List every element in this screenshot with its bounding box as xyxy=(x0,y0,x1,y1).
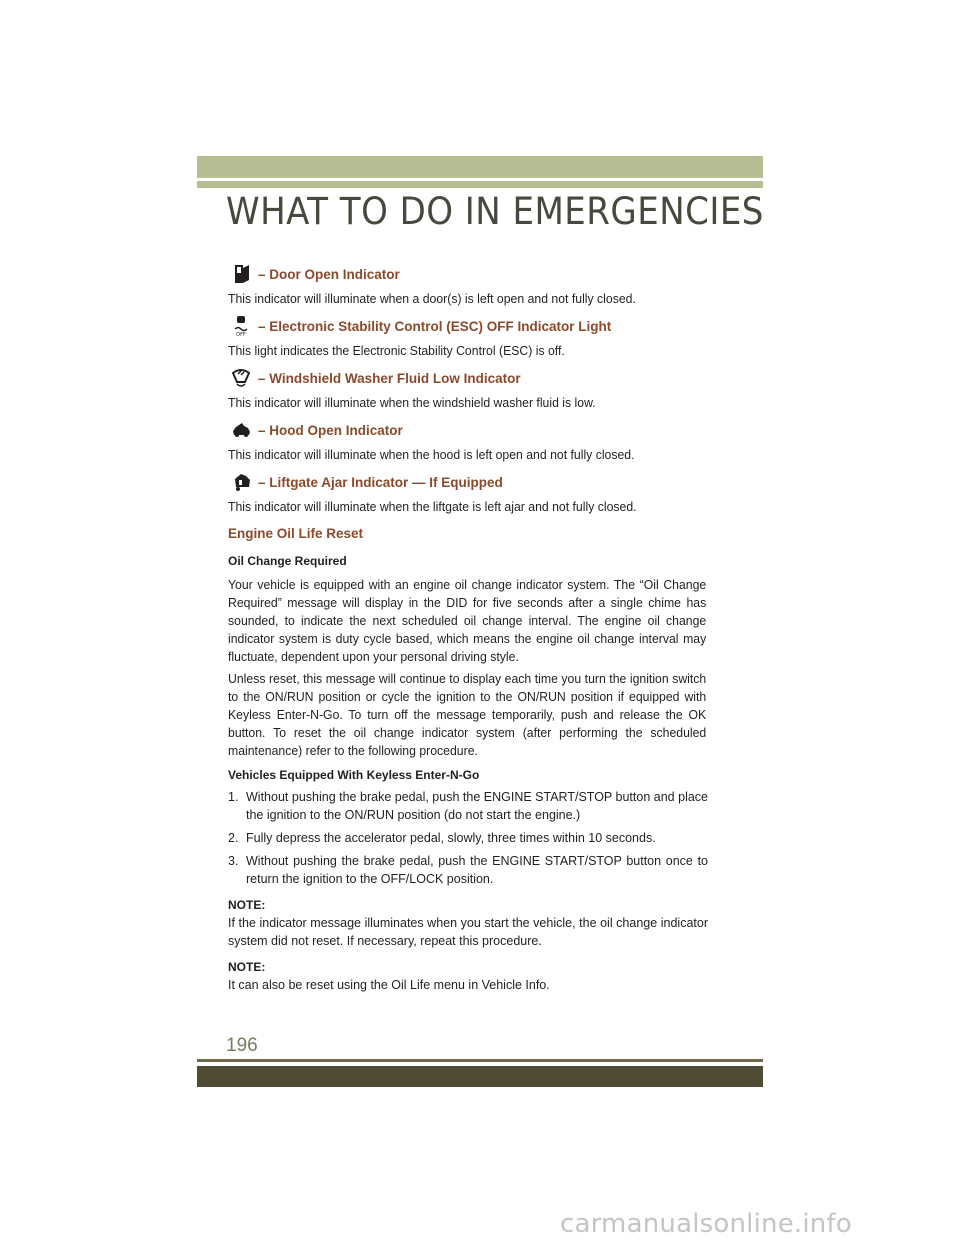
step-text: Without pushing the brake pedal, push the ENGINE START/STOP button once to return the ignition to the OFF/LOCK position. xyxy=(246,854,708,886)
subheading: Oil Change Required xyxy=(228,554,347,568)
indicator-title: – Liftgate Ajar Indicator — If Equipped xyxy=(258,474,503,490)
footer-rule xyxy=(197,1059,763,1062)
indicator-description: This indicator will illuminate when the windshield washer fluid is low. xyxy=(228,396,596,410)
step-text: Fully depress the accelerator pedal, slowly, three times within 10 seconds. xyxy=(246,831,656,845)
step-text: Without pushing the brake pedal, push the ENGINE START/STOP button and place the ignition to the ON/RUN position (do not start the engine.) xyxy=(246,790,708,822)
esc-off-icon xyxy=(228,315,254,337)
section-heading: Engine Oil Life Reset xyxy=(228,526,364,541)
procedure-steps xyxy=(228,788,708,888)
indicator-heading-door-open xyxy=(228,262,708,286)
esc-off-icon-text: OFF xyxy=(236,332,246,337)
page-content xyxy=(228,262,708,994)
list-item xyxy=(228,788,708,824)
indicator-title: – Hood Open Indicator xyxy=(258,422,403,438)
note-label: NOTE: xyxy=(228,898,266,912)
washer-fluid-icon xyxy=(228,367,254,389)
step-number: 3. xyxy=(228,854,239,868)
watermark: carmanualsonline.info xyxy=(560,1209,852,1239)
subheading: Vehicles Equipped With Keyless Enter-N-Go xyxy=(228,768,480,782)
indicator-title: – Windshield Washer Fluid Low Indicator xyxy=(258,370,521,386)
note-label: NOTE: xyxy=(228,960,266,974)
step-number: 1. xyxy=(228,790,239,804)
indicator-description: This light indicates the Electronic Stability Control (ESC) is off. xyxy=(228,344,565,358)
header-rule xyxy=(197,181,763,188)
indicator-heading-washer-fluid xyxy=(228,366,708,390)
footer-bar xyxy=(197,1066,763,1087)
indicator-heading-esc-off xyxy=(228,314,708,338)
header-bar xyxy=(197,156,763,178)
page-number: 196 xyxy=(226,1035,258,1056)
indicator-description: This indicator will illuminate when the liftgate is left ajar and not fully closed. xyxy=(228,500,637,514)
indicator-heading-liftgate-ajar xyxy=(228,470,708,494)
list-item xyxy=(228,829,708,847)
indicator-title: – Door Open Indicator xyxy=(258,266,400,282)
note-text: If the indicator message illuminates when you start the vehicle, the oil change indicator system did not reset. If necessary, repeat this procedure. xyxy=(228,916,708,948)
indicator-title: – Electronic Stability Control (ESC) OFF Indicator Light xyxy=(258,318,612,334)
liftgate-ajar-icon xyxy=(228,471,254,493)
hood-open-icon xyxy=(228,419,254,441)
door-open-icon xyxy=(228,263,254,285)
step-number: 2. xyxy=(228,831,239,845)
indicator-description: This indicator will illuminate when a door(s) is left open and not fully closed. xyxy=(228,292,636,306)
note-text: It can also be reset using the Oil Life menu in Vehicle Info. xyxy=(228,978,550,992)
indicator-heading-hood-open xyxy=(228,418,708,442)
indicator-description: This indicator will illuminate when the hood is left open and not fully closed. xyxy=(228,448,635,462)
paragraph: Your vehicle is equipped with an engine oil change indicator system. The “Oil Change Required” message will display in the DID for five seconds after a single chime has sounded, to indicate the next scheduled oil change interval. The engine oil change indicator system is duty cycle based, which means the engine oil change interval may fluctuate, dependent upon your personal driving style. xyxy=(228,578,707,664)
chapter-title: WHAT TO DO IN EMERGENCIES xyxy=(226,190,764,233)
paragraph: Unless reset, this message will continue to display each time you turn the ignition switch to the ON/RUN position or cycle the ignition to the ON/RUN position if equipped with Keyless Enter-N-Go. To turn off the message temporarily, push and release the OK button. To reset the oil change indicator system (after performing the scheduled maintenance) refer to the following procedure. xyxy=(228,672,707,758)
list-item xyxy=(228,852,708,888)
